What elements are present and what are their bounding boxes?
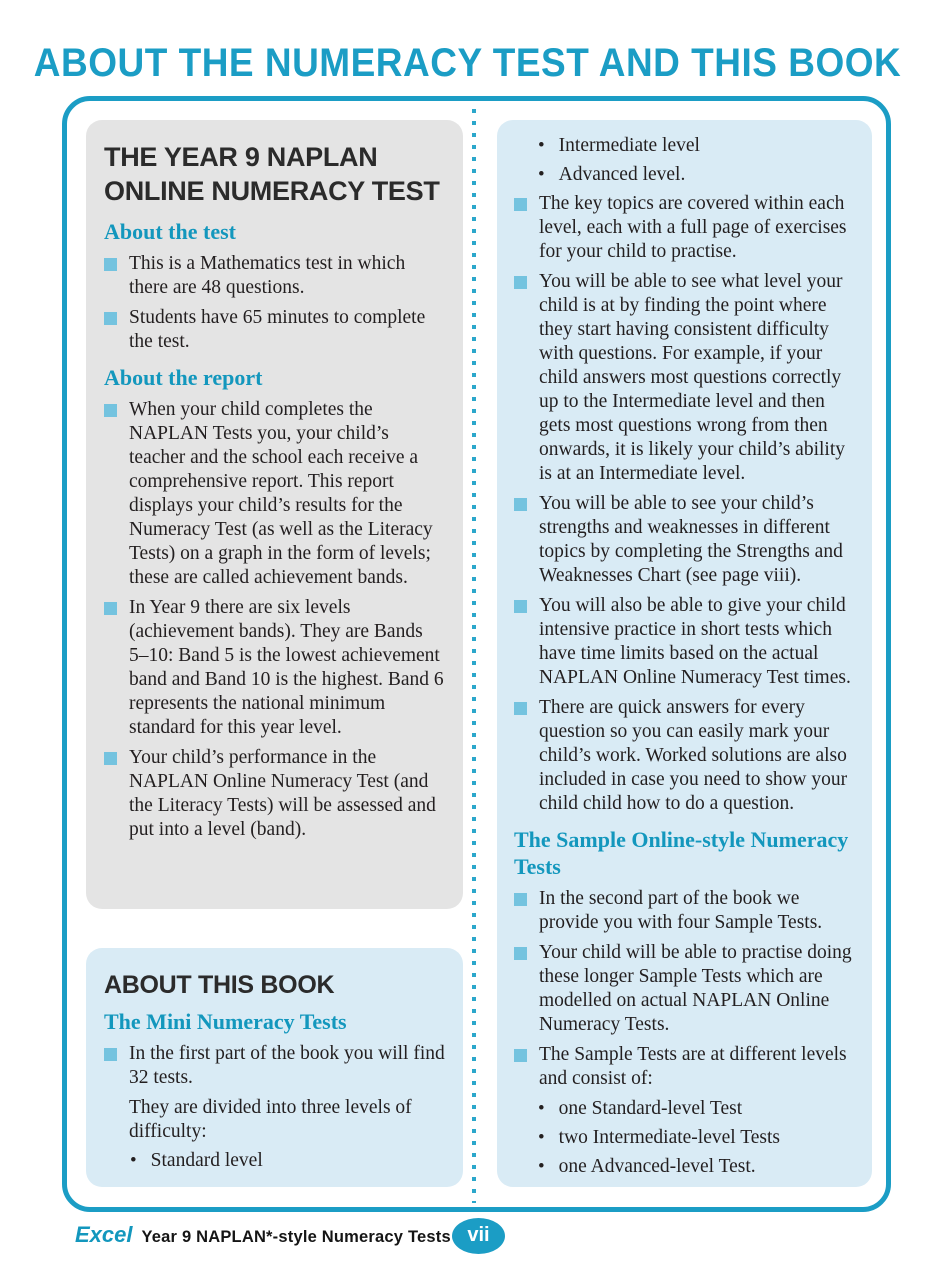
square-bullet-icon	[104, 404, 117, 417]
list-item-text: There are quick answers for every question so you can easily mark your child’s work. Worked solutions are also included in case you need to show your child child how to do a question.	[539, 697, 848, 814]
list-item-text: Your child’s performance in the NAPLAN Online Numeracy Test (and the Literacy Tests) will be assessed and put into a level (band).	[129, 747, 436, 840]
section-heading-mini-tests: The Mini Numeracy Tests	[104, 1009, 347, 1034]
list-item-text: In Year 9 there are six levels (achievement bands). They are Bands 5–10: Band 5 is the lowest achievement band and Band 10 is the highest. Band 6 represents the national minimum standard for this year level.	[129, 597, 444, 738]
square-bullet-icon	[104, 312, 117, 325]
section-heading-about-test: About the test	[104, 219, 236, 244]
footer	[75, 1222, 451, 1248]
list-item	[512, 192, 857, 264]
sub-list-item	[512, 134, 857, 158]
sub-list-item-text: Intermediate level	[558, 135, 700, 156]
list-item	[512, 1043, 857, 1091]
list-item-text: Students have 65 minutes to complete the test.	[129, 307, 426, 352]
square-bullet-icon	[514, 600, 527, 613]
content-frame	[62, 96, 891, 1212]
list-item-text: You will also be able to give your child intensive practice in short tests which have time limits based on the actual NAPLAN Online Numeracy Test times.	[539, 595, 851, 688]
square-bullet-icon	[514, 702, 527, 715]
square-bullet-icon	[514, 276, 527, 289]
round-bullet-icon: •	[538, 1156, 545, 1177]
square-bullet-icon	[514, 1049, 527, 1062]
sub-list-item-text: two Intermediate-level Tests	[558, 1127, 781, 1148]
round-bullet-icon: •	[130, 1150, 137, 1171]
square-bullet-icon	[514, 198, 527, 211]
footer-book-title: Year 9 NAPLAN*-style Numeracy Tests	[141, 1228, 451, 1246]
sub-list-item	[512, 1126, 857, 1150]
list-item-text: The key topics are covered within each level, each with a full page of exercises for your child to practise.	[539, 193, 847, 262]
excel-brand-logo: Excel	[75, 1222, 133, 1247]
sub-list-item	[512, 1097, 857, 1121]
sub-list-item-text: Standard level	[150, 1150, 263, 1171]
section-heading-about-report: About the report	[104, 365, 263, 390]
list-item	[512, 594, 857, 690]
list-item	[102, 746, 447, 842]
list-item-text: In the first part of the book you will find 32 tests.	[129, 1043, 445, 1088]
square-bullet-icon	[104, 1048, 117, 1061]
square-bullet-icon	[514, 498, 527, 511]
section-heading-sample-tests: The Sample Online-style Numeracy Tests	[514, 827, 849, 879]
list-item-text: When your child completes the NAPLAN Tests you, your child’s teacher and the school each receive a comprehensive report. This report displays your child’s results for the Numeracy Test (as well as the Literacy Tests) on a graph in the form of levels; these are called achievement bands.	[129, 399, 433, 588]
panel-about-book	[86, 948, 463, 1187]
sub-list-item-text: Advanced level.	[558, 164, 686, 185]
column-divider	[472, 109, 476, 1203]
list-item	[512, 492, 857, 588]
page-title: ABOUT THE NUMERACY TEST AND THIS BOOK	[33, 40, 902, 85]
list-item-text: You will be able to see your child’s strengths and weaknesses in different topics by completing the Strengths and Weaknesses Chart (see page viii).	[539, 493, 843, 586]
list-item	[102, 398, 447, 590]
sub-list-item	[102, 1149, 447, 1173]
round-bullet-icon: •	[538, 135, 545, 156]
list-item	[102, 596, 447, 740]
list-item	[512, 270, 857, 486]
round-bullet-icon: •	[538, 1127, 545, 1148]
list-continuation-text: They are divided into three levels of difficulty:	[129, 1097, 412, 1142]
list-item-text: The Sample Tests are at different levels and consist of:	[539, 1044, 847, 1089]
list-item	[512, 696, 857, 816]
list-item	[102, 306, 447, 354]
list-item-text: Your child will be able to practise doing these longer Sample Tests which are modelled on actual NAPLAN Online Numeracy Tests.	[539, 942, 852, 1035]
round-bullet-icon: •	[538, 1098, 545, 1119]
list-item-text: You will be able to see what level your child is at by finding the point where they start having consistent difficulty with questions. For example, if your child answers most questions correctly up to the Intermediate level and then gets most questions wrong from then onwards, it is likely your child’s ability is at an Intermediate level.	[539, 271, 846, 484]
list-item-text: In the second part of the book we provide you with four Sample Tests.	[539, 888, 823, 933]
sub-list-item-text: one Advanced-level Test.	[558, 1156, 756, 1177]
naplan-panel-heading: THE YEAR 9 NAPLAN ONLINE NUMERACY TEST	[104, 142, 440, 206]
page-number-badge: vii	[452, 1218, 505, 1254]
square-bullet-icon	[514, 893, 527, 906]
sub-list-item	[512, 1155, 857, 1179]
list-item-text: This is a Mathematics test in which there are 48 questions.	[129, 253, 406, 298]
list-item	[102, 252, 447, 300]
panel-naplan-test	[86, 120, 463, 909]
panel-right-column	[497, 120, 872, 1187]
list-continuation	[102, 1096, 447, 1144]
list-item	[102, 1042, 447, 1090]
square-bullet-icon	[104, 752, 117, 765]
round-bullet-icon: •	[538, 164, 545, 185]
book-panel-heading: ABOUT THIS BOOK	[104, 971, 335, 999]
square-bullet-icon	[514, 947, 527, 960]
square-bullet-icon	[104, 258, 117, 271]
list-item	[512, 941, 857, 1037]
list-item	[512, 887, 857, 935]
square-bullet-icon	[104, 602, 117, 615]
sub-list-item-text: one Standard-level Test	[558, 1098, 743, 1119]
sub-list-item	[512, 163, 857, 187]
